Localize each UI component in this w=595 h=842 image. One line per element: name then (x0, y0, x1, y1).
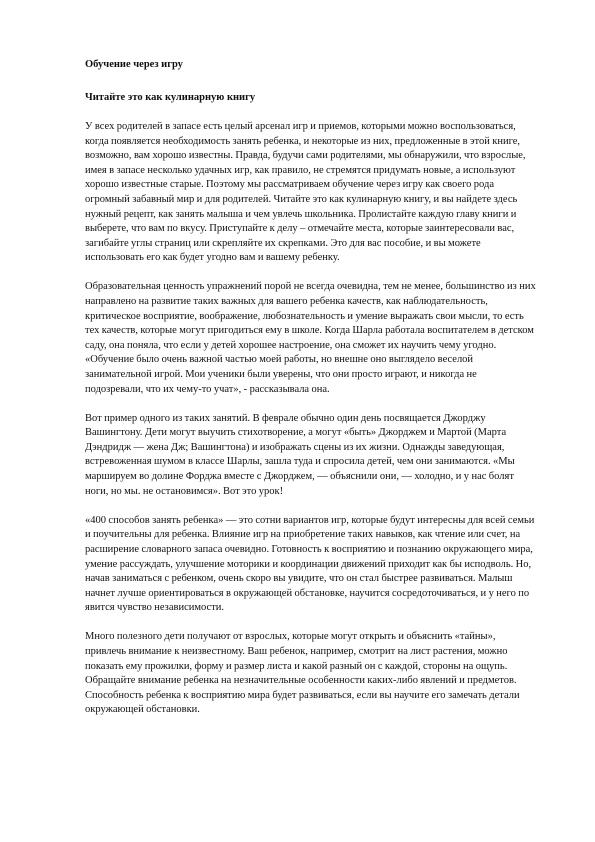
paragraph-3: Вот пример одного из таких занятий. В феврале обычно один день посвящается Джорджу Вашингтону. Дети могут выучить стихотворение, а могут «быть» Джорджем и Мартой (Марта Дэндридж — жена Дж; Вашингтона) и изображать сцены из их жизни. Однажды заведующая, встревоженная шумом в классе Шарлы, зашла туда и спросила детей, чем они занимаются. «Мы маршируем во долине Форджа вместе с Джорджем, — объяснили они, — холодно, и у нас болят ноги, но мы. не остановимся». Вот это урок! (85, 412, 515, 497)
document-title: Обучение через игру (85, 59, 183, 70)
paragraph-1: У всех родителей в запасе есть целый арсенал игр и приемов, которыми можно воспользоваться, когда появляется необходимость занять ребенка, и некоторые из них, предложенные в этой книге, возможно, вам хорошо известны. Правда, будучи сами родителями, мы обнаружили, что взрослые, имея в запасе несколько удачных игр, как правило, не стремятся придумать новые, а используют хорошо известные старые. Поэтому мы рассматриваем обучение через игру как своего рода огромный забавный мир и для родителей. Читайте это как кулинарную книгу, и вы найдете здесь нужный рецепт, как занять малыша и чем увлечь школьника. Пролистайте каждую главу книги и выберете, что вам по вкусу. Приступайте к делу – отмечайте места, которые заинтересовали вас, загибайте углы страниц или скрепляйте их скрепками. Это для вас пособие, и вы можете использовать его как будет угодно вам и вашему ребенку. (85, 121, 526, 264)
paragraph-2: Образовательная ценность упражнений порой не всегда очевидна, тем не менее, большинство из них направлено на развитие таких важных для вашего ребенка качеств, как наблюдательность, критическое восприятие, воображение, любознательность и умение выражать свои мысли, то есть тех качеств, которые могут пригодиться ему в школе. Когда Шарла работала воспитателем в детском саду, она поняла, что если у детей хорошее настроение, она сможет их научить чему угодно. «Обучение было очень важной частью моей работы, но внешне оно выглядело веселой занимательной игрой. Мои ученики были уверены, что они просто играют, и никогда не подозревали, что их чему-то учат», - рассказывала она. (85, 281, 536, 395)
paragraph-4: «400 способов занять ребенка» — это сотни вариантов игр, которые будут интересны для всей семьи и поучительны для ребенка. Влияние игр на приобретение таких навыков, как чтение или счет, на расширение словарного запаса очевидно. Готовность к восприятию и познанию окружающего мира, умение рассуждать, улучшение моторики и координации движений приходит как бы исподволь. Но, начав заниматься с ребенком, очень скоро вы увидите, что он стал быстрее развиваться. Малыш начнет лучше ориентироваться в окружающей обстановке, научится сосредоточиваться, и у него по явится чувство независимости. (85, 514, 535, 614)
paragraph-5: Много полезного дети получают от взрослых, которые могут открыть и объяснить «тайны», привлечь внимание к неизвестному. Ваш ребенок, например, смотрит на лист растения, можно показать ему прожилки, форму и размер листа и какой разный он с каждой, стороны на ощупь. Обращайте внимание ребенка на незначительные особенности каких-либо явлений и предметов. Способность ребенка к восприятию мира будет развиваться, если вы научите его замечать детали окружающей обстановки. (85, 631, 520, 716)
document-subtitle: Читайте это как кулинарную книгу (85, 92, 256, 103)
